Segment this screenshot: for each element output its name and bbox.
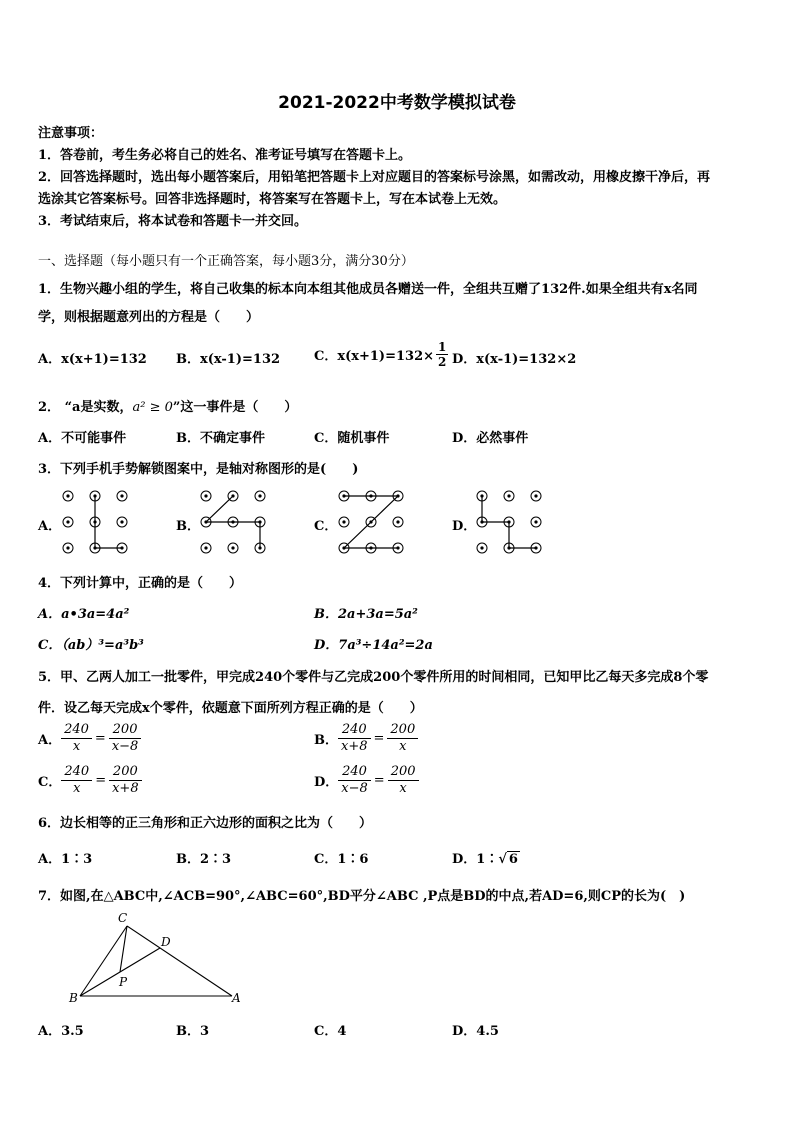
notice-item-2-cont: 选涂其它答案标号。回答非选择题时，将答案写在答题卡上，写在本试卷上无效。 bbox=[38, 192, 507, 207]
q6-option-b: B．2∶3 bbox=[176, 852, 232, 867]
q2-option-d: D．必然事件 bbox=[452, 431, 529, 446]
q6-option-a: A．1∶3 bbox=[38, 852, 93, 867]
q4-stem: 4．下列计算中，正确的是（ ） bbox=[38, 576, 243, 591]
q3-stem: 3．下列手机手势解锁图案中，是轴对称图形的是( ) bbox=[38, 462, 359, 477]
q3-option-d-label: D． bbox=[452, 519, 477, 534]
q1-stem-line1: 1．生物兴趣小组的学生，将自己收集的标本向本组其他成员各赠送一件，全组共互赠了132件.如果全组共有x名同 bbox=[38, 282, 698, 297]
q1-option-d: D．x(x-1)=132×2 bbox=[452, 352, 577, 367]
pattern-b-dots bbox=[201, 491, 265, 553]
q1-option-a: A．x(x+1)=132 bbox=[38, 352, 147, 367]
q7-stem: 7．如图,在△ABC中,∠ACB=90°,∠ABC=60°,BD平分∠ABC ,P点是BD的中点,若AD=6,则CP的长为( ) bbox=[38, 889, 686, 904]
q1-stem-line2: 学，则根据题意列出的方程是（ ） bbox=[38, 310, 260, 325]
q2-stem: 2． “a是实数，a² ≥ 0”这一事件是（ ） bbox=[38, 400, 298, 415]
q4-option-a: A．a•3a=4a² bbox=[38, 607, 130, 622]
notice-heading: 注意事项： bbox=[38, 126, 104, 141]
q5-option-a: A． $\frac{240}{x}$ = $\frac{200}{x-8}$ bbox=[38, 722, 141, 755]
q7-triangle-figure bbox=[60, 908, 260, 1008]
q3-option-c-label: C． bbox=[314, 519, 338, 534]
label-d: D bbox=[161, 935, 171, 949]
q6-option-c: C．1∶6 bbox=[314, 852, 369, 867]
segment-ca bbox=[127, 926, 232, 996]
q2-option-c: C．随机事件 bbox=[314, 431, 390, 446]
q7-option-b: B．3 bbox=[176, 1024, 210, 1039]
q2-option-b: B．不确定事件 bbox=[176, 431, 265, 446]
q5-option-b: B． $\frac{240}{x+8}$ = $\frac{200}{x}$ bbox=[314, 722, 418, 755]
notice-item-3: 3．考试结束后，将本试卷和答题卡一并交回。 bbox=[38, 214, 308, 229]
q4-option-b: B．2a+3a=5a² bbox=[314, 607, 418, 622]
q6-stem: 6．边长相等的正三角形和正六边形的面积之比为（ ） bbox=[38, 816, 373, 831]
q5-option-d: D． $\frac{240}{x-8}$ = $\frac{200}{x}$ bbox=[314, 764, 419, 797]
notice-item-1: 1．答卷前，考生务必将自己的姓名、准考证号填写在答题卡上。 bbox=[38, 148, 412, 163]
q5-option-c: C． $\frac{240}{x}$ = $\frac{200}{x+8}$ bbox=[38, 764, 142, 797]
label-a: A bbox=[232, 991, 241, 1005]
notice-item-2: 2．回答选择题时，选出每小题答案后，用铅笔把答题卡上对应题目的答案标号涂黑，如需改动，用橡皮擦干净后，再 bbox=[38, 170, 711, 185]
pattern-a-lines bbox=[95, 496, 122, 548]
q6-option-d: D．1∶√ 6 bbox=[452, 852, 518, 867]
q3-option-a-label: A． bbox=[38, 519, 62, 534]
q1-option-c: C．x(x+1)=132× $\frac{1}{2}$ bbox=[314, 340, 447, 369]
q4-option-c: C．（ab）³=a³b³ bbox=[38, 638, 144, 653]
label-c: C bbox=[118, 911, 128, 925]
section-heading: 一、选择题（每小题只有一个正确答案，每小题3分，满分30分） bbox=[38, 254, 414, 269]
segment-cp bbox=[120, 926, 127, 972]
q2-option-a: A．不可能事件 bbox=[38, 431, 127, 446]
q3-option-b-label: B． bbox=[176, 519, 200, 534]
page-title: 2021-2022中考数学模拟试卷 bbox=[278, 93, 516, 113]
label-p: P bbox=[119, 975, 128, 989]
label-b: B bbox=[69, 991, 78, 1005]
q4-option-d: D．7a³÷14a²=2a bbox=[314, 638, 433, 653]
q7-option-a: A．3.5 bbox=[38, 1024, 84, 1039]
q5-stem-line2: 件．设乙每天完成x个零件，依题意下面所列方程正确的是（ ） bbox=[38, 701, 423, 716]
q5-stem-line1: 5．甲、乙两人加工一批零件，甲完成240个零件与乙完成200个零件所用的时间相同，已知甲比乙每天多完成8个零 bbox=[38, 670, 709, 685]
q1-option-b: B．x(x-1)=132 bbox=[176, 352, 281, 367]
q7-option-c: C．4 bbox=[314, 1024, 347, 1039]
q7-option-d: D．4.5 bbox=[452, 1024, 499, 1039]
